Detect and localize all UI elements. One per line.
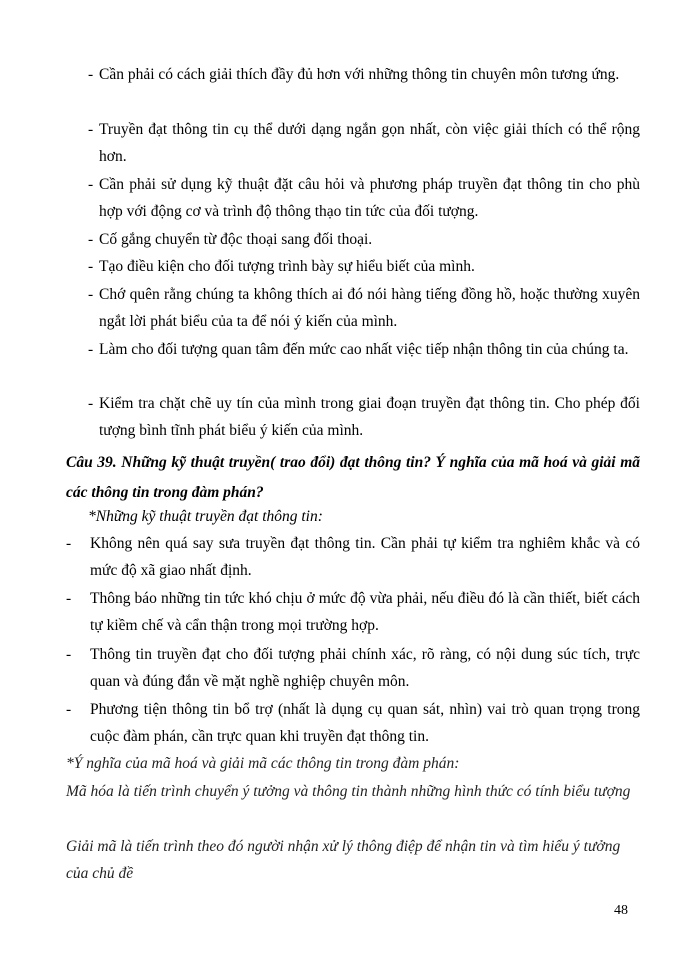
page-number: 48 [614, 903, 628, 918]
list-dash: - [88, 121, 94, 138]
list-item-text: Kiểm tra chặt chẽ uy tín của mình trong giai đoạn truyền đạt thông tin. Cho phép đối tượng bình tĩnh phát biểu ý kiến của mình. [99, 395, 640, 439]
list-dash: - [88, 395, 94, 412]
technique-text: Thông báo những tin tức khó chịu ở mức độ vừa phải, nếu điều đó là cần thiết, biết cách tự kiềm chế và cẩn thận trong mọi trường hợp. [90, 590, 640, 634]
list-dash: - [66, 535, 72, 552]
list-dash: - [88, 231, 94, 248]
question-heading: Câu 39. Những kỹ thuật truyền( trao đổi) đạt thông tin? Ý nghĩa của mã hoá và giải mã các thông tin trong đàm phán? [66, 454, 640, 501]
decoding-definition: Giải mã là tiến trình theo đó người nhận xử lý thông điệp để nhận tin và tìm hiểu ý tưởng của chủ đề [66, 838, 621, 882]
technique-item [66, 641, 640, 695]
technique-item [66, 530, 640, 584]
list-item-text: Cần phải có cách giải thích đầy đủ hơn với những thông tin chuyên môn tương ứng. [99, 66, 620, 83]
techniques-subheading: *Những kỹ thuật truyền đạt thông tin: [88, 508, 323, 525]
technique-item [66, 696, 640, 750]
list-item-text: Làm cho đối tượng quan tâm đến mức cao nhất việc tiếp nhận thông tin của chúng ta. [99, 341, 629, 358]
technique-item [66, 585, 640, 639]
list-dash: - [88, 258, 94, 275]
list-item [88, 281, 640, 335]
list-dash: - [66, 590, 72, 607]
technique-text: Thông tin truyền đạt cho đối tượng phải chính xác, rõ ràng, có nội dung súc tích, trực quan và đúng đắn về mặt nghề nghiệp chuyên môn. [90, 646, 640, 690]
list-dash: - [66, 646, 72, 663]
list-item [88, 61, 640, 88]
list-dash: - [88, 66, 94, 83]
list-dash: - [66, 701, 72, 718]
list-item-text: Tạo điều kiện cho đối tượng trình bày sự hiểu biết của mình. [99, 258, 475, 275]
list-item [88, 253, 640, 280]
list-item-text: Cố gắng chuyển từ độc thoại sang đối thoại. [99, 231, 373, 248]
list-item-text: Truyền đạt thông tin cụ thể dưới dạng ngắn gọn nhất, còn việc giải thích có thể rộng hơn. [99, 121, 640, 165]
list-item [88, 226, 640, 253]
list-item [88, 390, 640, 444]
list-item-text: Chớ quên rằng chúng ta không thích ai đó nói hàng tiếng đồng hồ, hoặc thường xuyên ngắt lời phát biểu của ta để nói ý kiến của mình. [99, 286, 640, 330]
list-dash: - [88, 341, 94, 358]
meaning-subheading: *Ý nghĩa của mã hoá và giải mã các thông tin trong đàm phán: [66, 755, 460, 772]
list-dash: - [88, 176, 94, 193]
list-item [88, 171, 640, 225]
technique-text: Phương tiện thông tin bổ trợ (nhất là dụng cụ quan sát, nhìn) vai trò quan trọng trong cuộc đàm phán, cần trực quan khi truyền đạt thông tin. [90, 701, 640, 745]
list-dash: - [88, 286, 94, 303]
list-item [88, 116, 640, 170]
technique-text: Không nên quá say sưa truyền đạt thông tin. Cần phải tự kiểm tra nghiêm khắc và có mức độ xã giao nhất định. [90, 535, 640, 579]
list-item [88, 336, 640, 363]
list-item-text: Cần phải sử dụng kỹ thuật đặt câu hỏi và phương pháp truyền đạt thông tin cho phù hợp với động cơ và trình độ thông thạo tin tức của đối tượng. [99, 176, 640, 220]
encoding-definition: Mã hóa là tiến trình chuyển ý tưởng và thông tin thành những hình thức có tính biểu tượng [66, 783, 631, 800]
